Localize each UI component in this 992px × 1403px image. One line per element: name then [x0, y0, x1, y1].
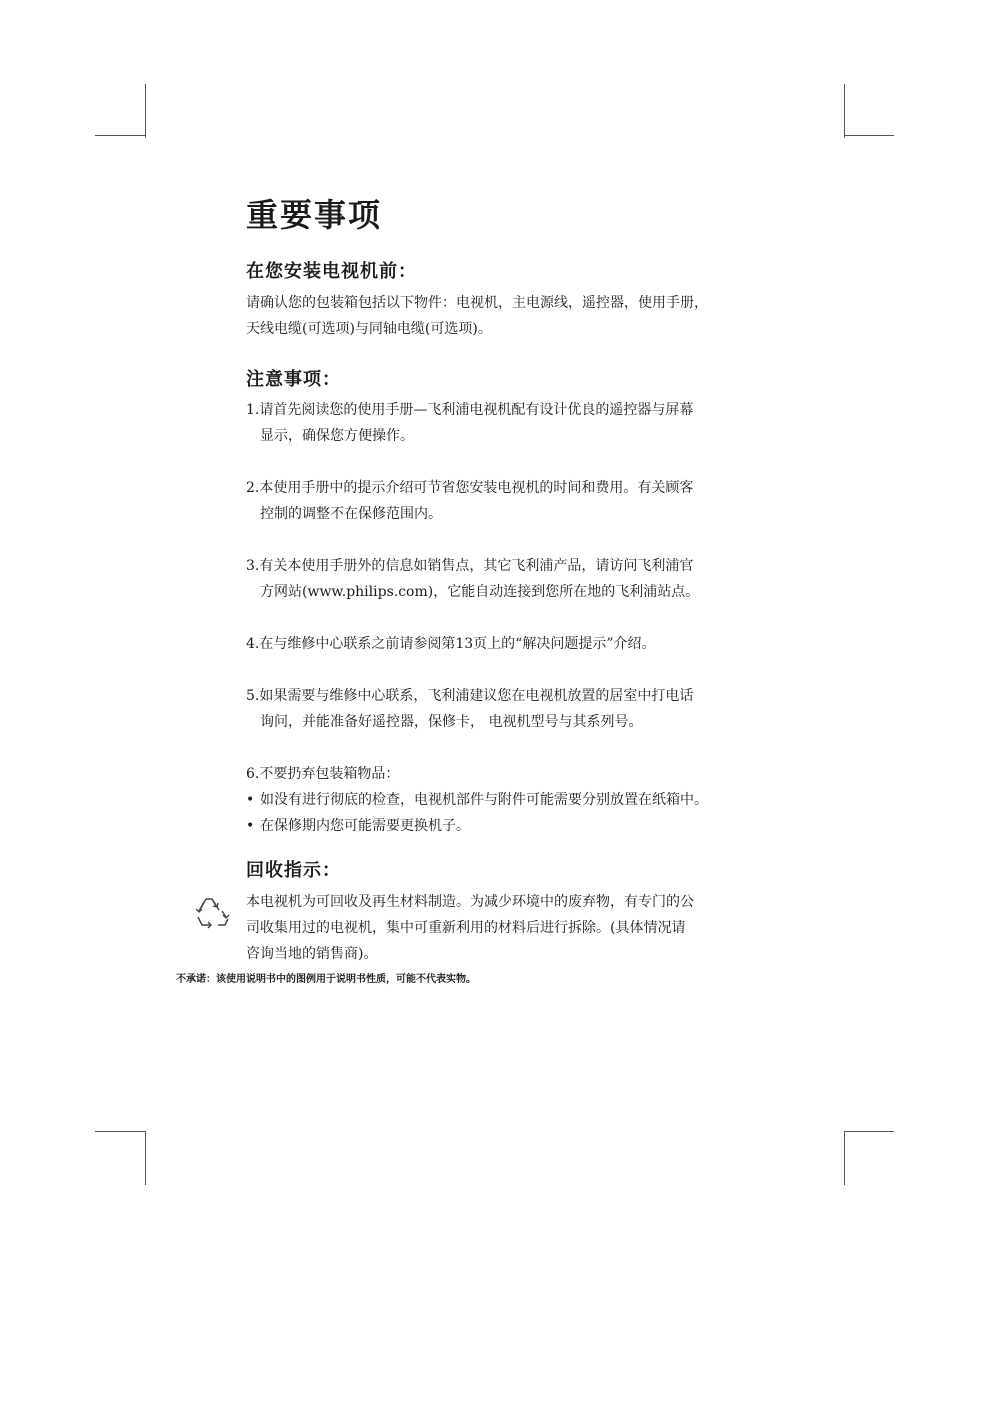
recycling-section [246, 859, 746, 966]
note-item-continuation: 询问，并能准备好遥控器，保修卡， 电视机型号与其系列号。 [260, 714, 643, 731]
note-item [246, 397, 746, 449]
bullet-dot: • [246, 792, 255, 809]
notes-heading: 注意事项： [246, 368, 341, 390]
note-item-text: 2.本使用手册中的提示介绍可节省您安装电视机的时间和费用。有关顾客 [246, 480, 694, 497]
note-item-6-heading: 6.不要扔弃包装箱物品： [246, 766, 400, 783]
note-item-text: 4.在与维修中心联系之前请参阅第13页上的“解决问题提示”介绍。 [246, 636, 656, 653]
crop-mark-bottom-right-horizontal [844, 1131, 894, 1132]
disclaimer: 不承诺：该使用说明书中的图例用于说明书性质，可能不代表实物。 [176, 974, 476, 985]
recycling-line: 本电视机为可回收及再生材料制造。为减少环境中的废弃物，有专门的公 [246, 893, 694, 910]
before-install-heading: 在您安装电视机前： [246, 261, 417, 283]
note-item [246, 631, 746, 657]
bullet-item [246, 787, 746, 813]
note-item [246, 683, 746, 735]
crop-mark-bottom-right-vertical [844, 1131, 845, 1185]
note-item-continuation: 方网站(www.philips.com)，它能自动连接到您所在地的飞利浦站点。 [260, 584, 700, 601]
recycle-icon [192, 895, 232, 931]
recycling-heading: 回收指示： [246, 860, 341, 882]
note-item [246, 553, 746, 605]
recycling-line: 咨询当地的销售商)。 [246, 945, 378, 962]
crop-mark-top-left-horizontal [95, 135, 145, 136]
recycling-body [246, 889, 746, 967]
bullet-dot: • [246, 818, 255, 835]
crop-mark-bottom-left-horizontal [95, 1131, 145, 1132]
bullet-text: 如没有进行彻底的检查，电视机部件与附件可能需要分别放置在纸箱中。 [260, 792, 708, 809]
before-install-line: 天线电缆(可选项)与同轴电缆(可选项)。 [246, 320, 492, 337]
crop-mark-top-right-horizontal [844, 135, 894, 136]
crop-mark-top-left-vertical [145, 84, 146, 138]
recycling-line: 司收集用过的电视机，集中可重新利用的材料后进行拆除。(具体情况请 [246, 919, 686, 936]
bullet-item [246, 813, 746, 839]
note-item-text: 5.如果需要与维修中心联系，飞利浦建议您在电视机放置的居室中打电话 [246, 688, 694, 705]
document-content [246, 196, 746, 987]
bullet-text: 在保修期内您可能需要更换机子。 [260, 818, 470, 835]
crop-mark-top-right-vertical [844, 84, 845, 138]
note-item-continuation: 显示，确保您方便操作。 [260, 428, 414, 445]
before-install-section [246, 260, 746, 341]
note-item-text: 3.有关本使用手册外的信息如销售点，其它飞利浦产品，请访问飞利浦官 [246, 558, 694, 575]
notes-section [246, 368, 746, 839]
note-item-6 [246, 761, 746, 839]
page-title: 重要事项 [246, 196, 383, 234]
crop-mark-bottom-left-vertical [145, 1131, 146, 1185]
note-item-text: 1.请首先阅读您的使用手册—飞利浦电视机配有设计优良的遥控器与屏幕 [246, 402, 694, 419]
before-install-line: 请确认您的包装箱包括以下物件：电视机，主电源线，遥控器，使用手册， [246, 294, 708, 311]
note-item [246, 475, 746, 527]
note-item-continuation: 控制的调整不在保修范围内。 [260, 506, 442, 523]
